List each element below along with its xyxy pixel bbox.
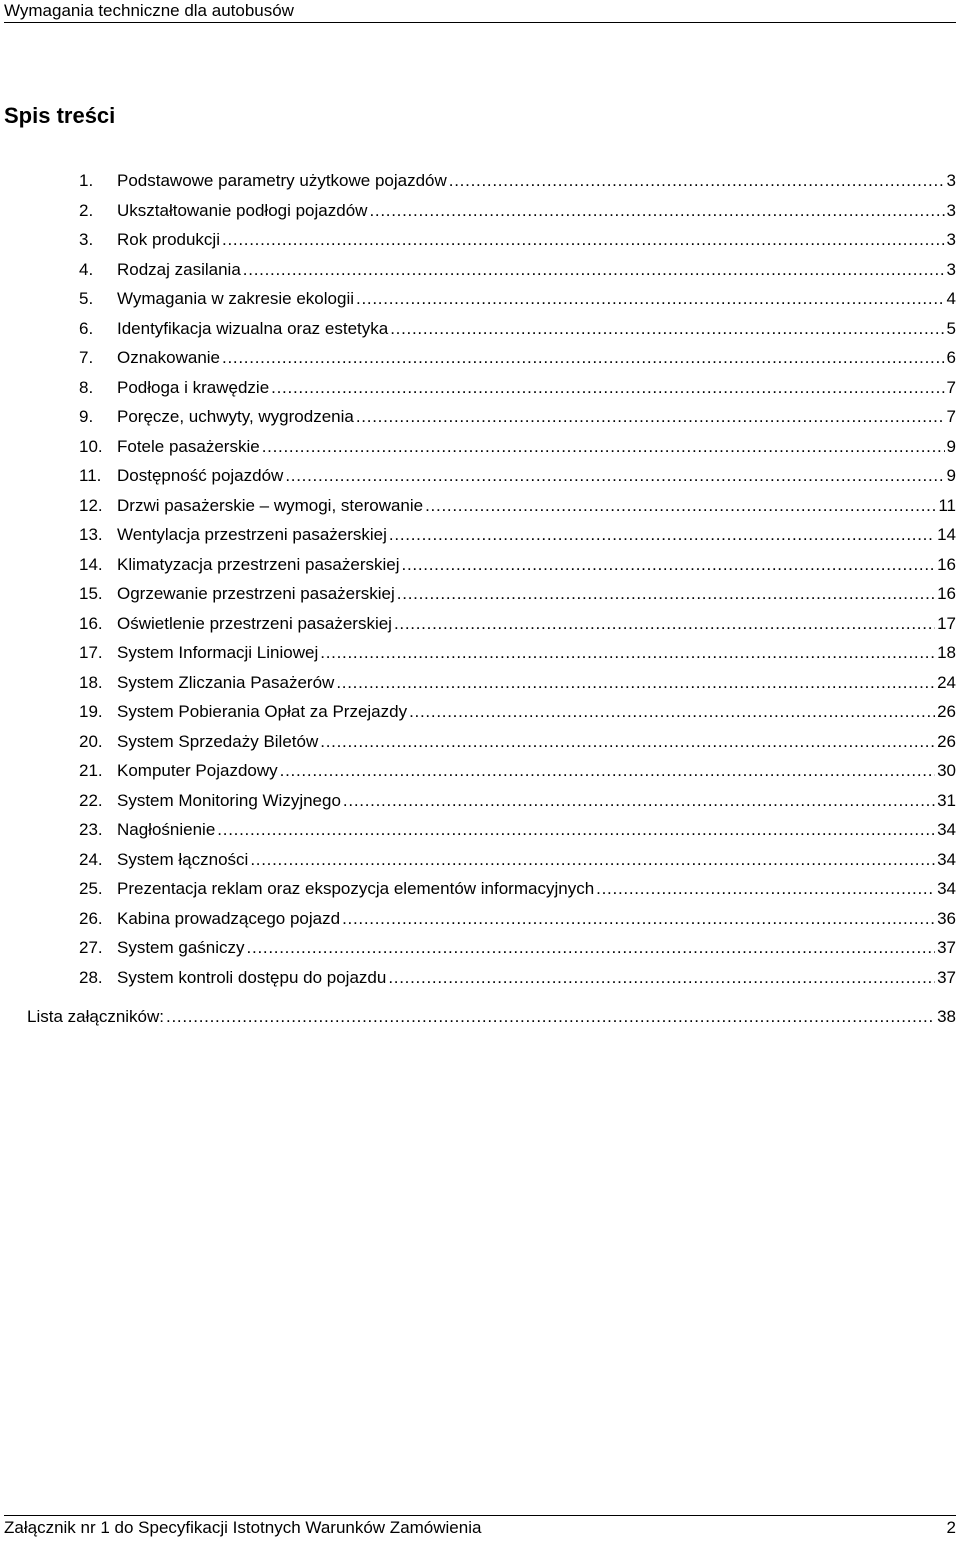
toc-entry-page: 37 — [937, 938, 956, 957]
toc-entry-number: 25. — [79, 879, 103, 898]
toc-entry-title: Wentylacja przestrzeni pasażerskiej — [117, 525, 387, 544]
toc-entry-line — [117, 522, 956, 548]
toc-entry-title: Nagłośnienie — [117, 820, 216, 839]
toc-entry-title: Podłoga i krawędzie — [117, 377, 270, 397]
dot-leader — [320, 729, 935, 755]
toc-entry-page: 3 — [946, 171, 956, 190]
toc-entry[interactable] — [0, 580, 960, 610]
toc-entry[interactable] — [0, 639, 960, 669]
toc-entry-number: 2. — [79, 200, 94, 220]
toc-entry-number: 8. — [79, 377, 94, 397]
toc-entry-number: 12. — [79, 495, 103, 515]
toc-entry[interactable] — [0, 816, 960, 846]
dot-leader — [388, 965, 935, 991]
annex-page: 38 — [937, 1007, 956, 1026]
toc-entry-page: 6 — [946, 348, 956, 367]
toc-entry-number: 11. — [79, 466, 102, 485]
toc-entry-line — [117, 847, 956, 873]
toc-entry-number: 13. — [79, 525, 103, 544]
toc-entry-line — [117, 670, 956, 696]
toc-entry-line — [117, 227, 956, 253]
toc-entry-title: System Zliczania Pasażerów — [117, 672, 335, 692]
toc-entry[interactable] — [0, 462, 960, 492]
footer-text: Załącznik nr 1 do Specyfikacji Istotnych Warunków Zamówienia — [4, 1518, 482, 1537]
toc-entry[interactable] — [0, 256, 960, 286]
toc-entry-number: 20. — [79, 731, 103, 751]
dot-leader — [596, 876, 935, 902]
toc-entry[interactable] — [0, 167, 960, 197]
toc-entry-line — [117, 729, 956, 755]
toc-entry-number: 5. — [79, 289, 94, 308]
toc-entry-title: System łączności — [117, 849, 249, 869]
toc-entry[interactable] — [0, 669, 960, 699]
toc-entry-line — [117, 552, 956, 578]
toc-entry-page: 3 — [946, 200, 956, 220]
toc-entry-title: System kontroli dostępu do pojazdu — [117, 967, 387, 987]
footer-page-number: 2 — [946, 1518, 956, 1537]
toc-entry-line — [117, 198, 956, 224]
toc-entry[interactable] — [0, 551, 960, 581]
dot-leader — [390, 316, 944, 342]
toc-entry-number: 10. — [79, 436, 103, 456]
dot-leader — [262, 434, 945, 460]
toc-entry[interactable] — [0, 433, 960, 463]
dot-leader — [217, 817, 935, 843]
toc-entry-title: Oznakowanie — [117, 348, 221, 367]
toc-entry-line — [117, 286, 956, 312]
toc-entry[interactable] — [0, 964, 960, 994]
dot-leader — [222, 345, 945, 371]
toc-entry[interactable] — [0, 315, 960, 345]
toc-entry[interactable] — [0, 698, 960, 728]
toc-entry-number: 3. — [79, 230, 94, 249]
dot-leader — [397, 581, 935, 607]
toc-entry-title: System gaśniczy — [117, 938, 245, 957]
toc-entry-line — [117, 463, 956, 489]
toc-entry-title: Rok produkcji — [117, 230, 220, 249]
dot-leader — [425, 493, 936, 519]
toc-entry-number: 4. — [79, 259, 94, 279]
dot-leader — [394, 611, 935, 637]
toc-entry-page: 16 — [937, 554, 956, 574]
toc-entry-page: 34 — [937, 879, 956, 898]
toc-entry-number: 24. — [79, 849, 103, 869]
toc-entry-line — [117, 935, 956, 961]
dot-leader — [336, 670, 935, 696]
toc-entry-page: 26 — [937, 702, 956, 721]
toc-entry-number: 27. — [79, 938, 103, 957]
toc-entry[interactable] — [0, 226, 960, 256]
toc-entry-page: 36 — [937, 908, 956, 928]
page-header — [4, 0, 956, 23]
toc-entry-line — [117, 434, 956, 460]
toc-entry-line — [117, 758, 956, 784]
toc-entry-line — [117, 375, 956, 401]
toc-entry-page: 37 — [937, 967, 956, 987]
dot-leader — [356, 286, 945, 312]
toc-entry[interactable] — [0, 374, 960, 404]
dot-leader — [250, 847, 935, 873]
toc-entry-line — [117, 817, 956, 843]
toc-entry-title: Fotele pasażerskie — [117, 436, 260, 456]
toc-entry[interactable] — [0, 934, 960, 964]
dot-leader — [247, 935, 936, 961]
toc-entry-title: System Sprzedaży Biletów — [117, 731, 319, 751]
annex-title: Lista załączników: — [27, 1007, 165, 1026]
dot-leader — [409, 699, 935, 725]
toc-entry-page: 30 — [937, 761, 956, 780]
toc-entry-page: 14 — [937, 525, 956, 544]
table-of-contents — [0, 167, 960, 993]
toc-entry-number: 14. — [79, 554, 103, 574]
toc-entry-title: Poręcze, uchwyty, wygrodzenia — [117, 407, 354, 426]
dot-leader — [343, 788, 935, 814]
toc-entry-title: Ogrzewanie przestrzeni pasażerskiej — [117, 584, 395, 603]
page-footer — [4, 1515, 956, 1542]
toc-entry[interactable] — [0, 492, 960, 522]
toc-entry[interactable] — [0, 197, 960, 227]
toc-entry-number: 6. — [79, 318, 94, 338]
toc-entry-title: System Pobierania Opłat za Przejazdy — [117, 702, 408, 721]
toc-entry-number: 1. — [79, 171, 94, 190]
toc-title: Spis treści — [4, 103, 116, 128]
toc-entry-title: Identyfikacja wizualna oraz estetyka — [117, 318, 389, 338]
toc-entry-title: Kabina prowadzącego pojazd — [117, 908, 341, 928]
toc-entry-line — [117, 699, 956, 725]
toc-entry-title: System Informacji Liniowej — [117, 643, 319, 662]
toc-entry-line — [117, 640, 956, 666]
toc-entry-title: Dostępność pojazdów — [117, 466, 284, 485]
toc-entry-page: 7 — [946, 407, 956, 426]
toc-entry-line — [117, 168, 956, 194]
dot-leader — [166, 1004, 935, 1030]
toc-entry[interactable] — [0, 344, 960, 374]
toc-entry-number: 26. — [79, 908, 103, 928]
dot-leader — [285, 463, 944, 489]
toc-entry-line — [117, 906, 956, 932]
toc-entry[interactable] — [0, 521, 960, 551]
toc-entry-page: 9 — [946, 436, 956, 456]
toc-entry-line — [117, 581, 956, 607]
toc-entry-page: 16 — [937, 584, 956, 603]
toc-entry-page: 9 — [946, 466, 956, 485]
toc-entry-number: 19. — [79, 702, 103, 721]
toc-entry-line — [117, 876, 956, 902]
toc-entry-page: 7 — [946, 377, 956, 397]
toc-entry[interactable] — [0, 875, 960, 905]
dot-leader — [389, 522, 935, 548]
toc-entry-line — [117, 404, 956, 430]
toc-entry-number: 28. — [79, 967, 103, 987]
toc-entry-title: Oświetlenie przestrzeni pasażerskiej — [117, 613, 392, 633]
toc-entry-title: Komputer Pojazdowy — [117, 761, 278, 780]
toc-entry-number: 21. — [79, 761, 103, 780]
toc-entry-title: Prezentacja reklam oraz ekspozycja elementów informacyjnych — [117, 879, 595, 898]
toc-entry[interactable] — [0, 757, 960, 787]
dot-leader — [369, 198, 944, 224]
dot-leader — [222, 227, 945, 253]
toc-entry-number: 9. — [79, 407, 94, 426]
dot-leader — [280, 758, 935, 784]
dot-leader — [342, 906, 935, 932]
dot-leader — [243, 257, 945, 283]
header-title: Wymagania techniczne dla autobusów — [4, 1, 294, 20]
toc-entry-page: 5 — [946, 318, 956, 338]
toc-entry-number: 18. — [79, 672, 103, 692]
toc-entry-title: Wymagania w zakresie ekologii — [117, 289, 355, 308]
toc-entry-page: 11 — [938, 495, 956, 515]
toc-entry-page: 26 — [937, 731, 956, 751]
toc-entry-page: 31 — [937, 790, 956, 810]
toc-entry-title: Ukształtowanie podłogi pojazdów — [117, 200, 368, 220]
toc-entry[interactable] — [0, 787, 960, 817]
toc-entry-title: Drzwi pasażerskie – wymogi, sterowanie — [117, 495, 424, 515]
toc-entry-page: 3 — [946, 230, 956, 249]
toc-entry-page: 3 — [946, 259, 956, 279]
toc-entry-page: 4 — [946, 289, 956, 308]
toc-entry-line — [117, 788, 956, 814]
toc-entry-line — [117, 345, 956, 371]
dot-leader — [356, 404, 945, 430]
toc-entry-number: 15. — [79, 584, 103, 603]
toc-entry-page: 17 — [937, 613, 956, 633]
toc-entry-number: 23. — [79, 820, 103, 839]
toc-entry-title: Rodzaj zasilania — [117, 259, 241, 279]
toc-entry-title: System Monitoring Wizyjnego — [117, 790, 341, 810]
toc-entry-page: 18 — [937, 643, 956, 662]
toc-entry-line — [117, 316, 956, 342]
toc-entry-line — [117, 493, 956, 519]
toc-entry[interactable] — [0, 728, 960, 758]
dot-leader — [271, 375, 944, 401]
dot-leader — [449, 168, 945, 194]
toc-entry-page: 34 — [937, 849, 956, 869]
toc-annex-entry[interactable] — [27, 1004, 956, 1030]
toc-entry-number: 16. — [79, 613, 103, 633]
toc-entry[interactable] — [0, 403, 960, 433]
toc-entry-line — [117, 611, 956, 637]
toc-entry[interactable] — [0, 846, 960, 876]
toc-entry-number: 22. — [79, 790, 103, 810]
toc-entry[interactable] — [0, 285, 960, 315]
toc-entry[interactable] — [0, 905, 960, 935]
toc-entry[interactable] — [0, 610, 960, 640]
toc-entry-title: Klimatyzacja przestrzeni pasażerskiej — [117, 554, 400, 574]
toc-entry-page: 24 — [937, 672, 956, 692]
toc-entry-number: 7. — [79, 348, 94, 367]
toc-entry-page: 34 — [937, 820, 956, 839]
toc-entry-line — [117, 965, 956, 991]
toc-entry-title: Podstawowe parametry użytkowe pojazdów — [117, 171, 447, 190]
dot-leader — [320, 640, 935, 666]
dot-leader — [402, 552, 936, 578]
toc-entry-number: 17. — [79, 643, 103, 662]
toc-entry-line — [117, 257, 956, 283]
